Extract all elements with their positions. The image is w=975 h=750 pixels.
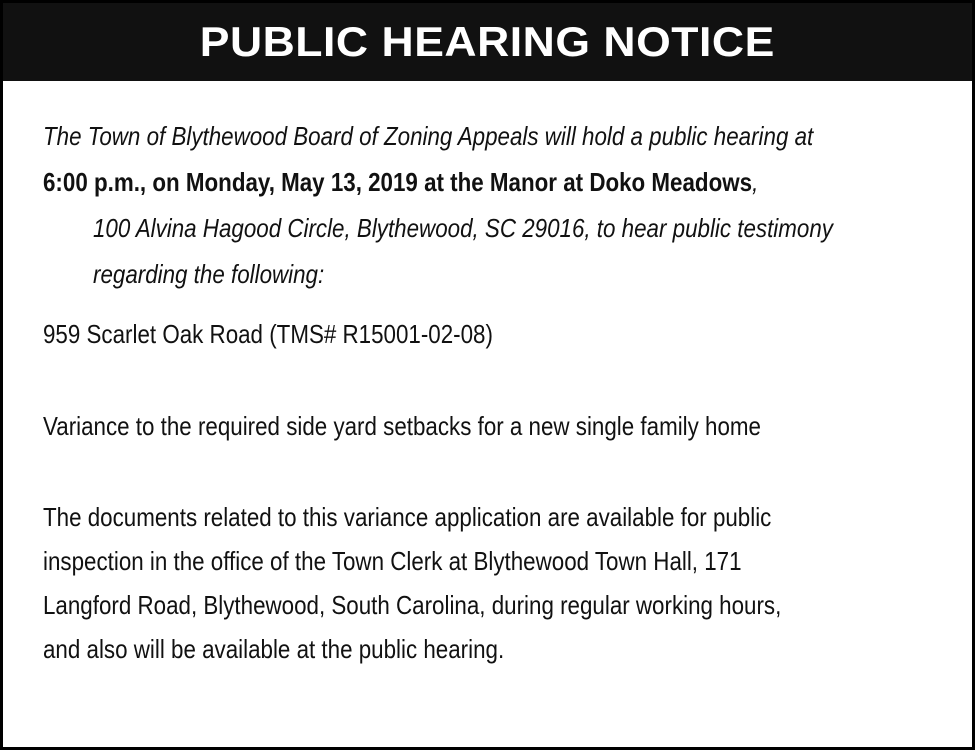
- intro-comma: ,: [752, 167, 759, 197]
- documents-line-2: inspection in the office of the Town Clerk at Blythewood Town Hall, 171: [43, 546, 742, 576]
- documents-line-4: and also will be available at the public hearing.: [43, 634, 505, 664]
- notice-body: [43, 113, 933, 671]
- documents-paragraph: [43, 495, 933, 671]
- intro-text-1: The Town of Blythewood Board of Zoning Appeals will hold a public hearing at: [43, 121, 814, 151]
- documents-line-1: The documents related to this variance application are available for public: [43, 502, 772, 532]
- variance-line: [43, 403, 933, 449]
- property-address: 959 Scarlet Oak Road (TMS# R15001-02-08): [43, 319, 493, 349]
- intro-line-4: [43, 251, 933, 297]
- intro-line-1: [43, 113, 933, 159]
- documents-line-3: Langford Road, Blythewood, South Carolina, during regular working hours,: [43, 590, 782, 620]
- notice-header: [3, 3, 972, 81]
- hearing-date-time: 6:00 p.m., on Monday, May 13, 2019 at the Manor at Doko Meadows: [43, 167, 753, 197]
- intro-line-2-wrap: [43, 159, 758, 205]
- intro-text-4: regarding the following:: [93, 259, 325, 289]
- hearing-address: 100 Alvina Hagood Circle, Blythewood, SC 29016, to hear public testimony: [93, 213, 833, 243]
- variance-description: Variance to the required side yard setbacks for a new single family home: [43, 411, 761, 441]
- intro-paragraph: [43, 113, 933, 297]
- property-line: [43, 311, 933, 357]
- intro-line-2: [43, 159, 933, 205]
- notice-title: PUBLIC HEARING NOTICE: [199, 18, 776, 65]
- intro-line-3: [43, 205, 933, 251]
